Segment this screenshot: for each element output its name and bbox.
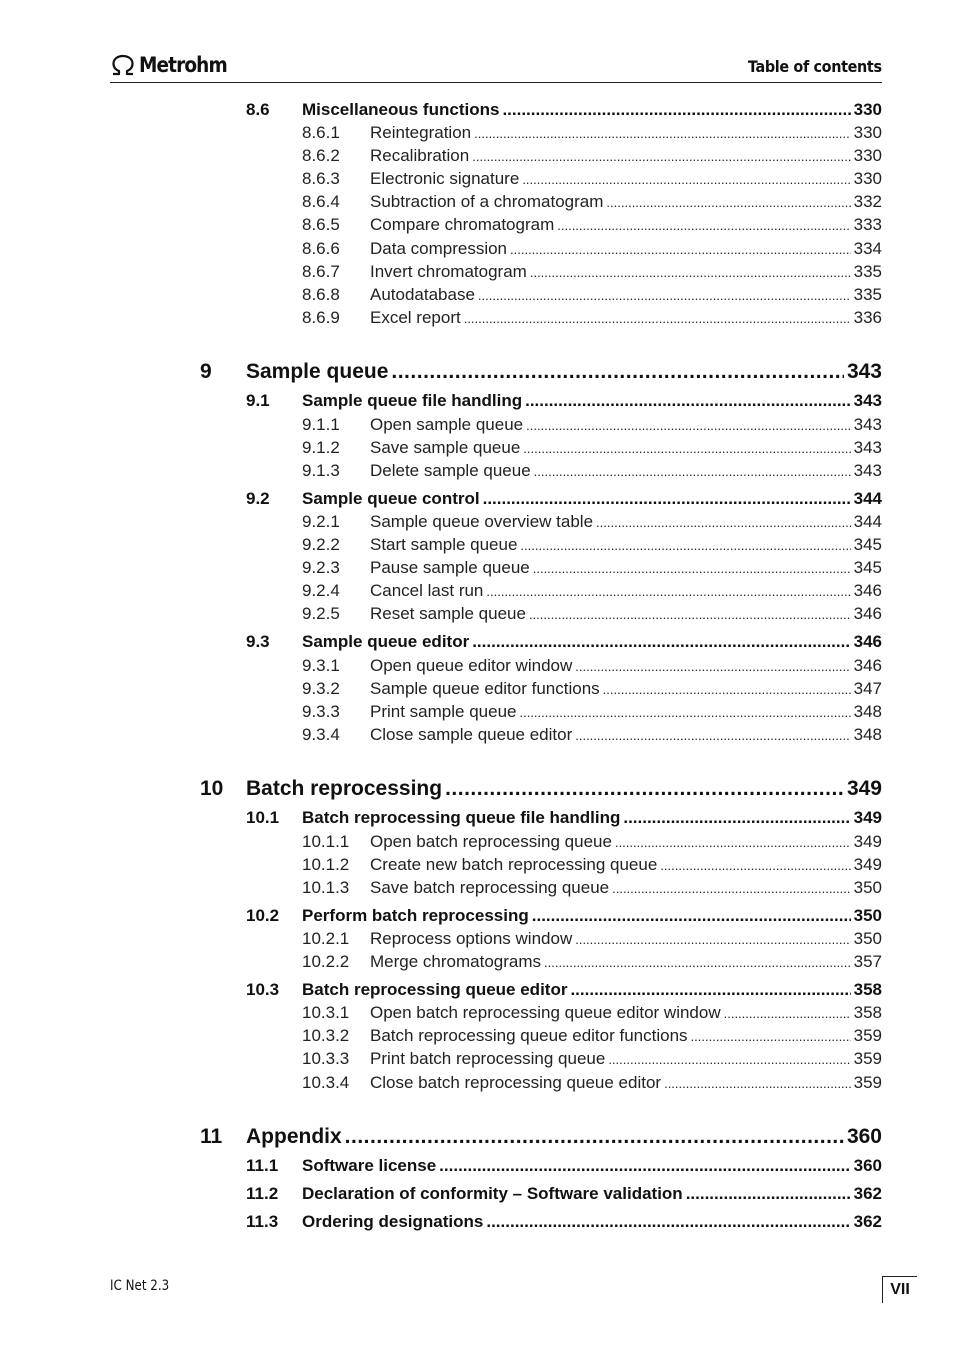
toc-title: Close sample queue editor	[370, 725, 573, 744]
toc-entry-chapter	[200, 1125, 882, 1149]
brand-logo	[110, 53, 239, 77]
toc-title: Excel report	[370, 308, 461, 327]
toc-title: Open batch reprocessing queue	[370, 832, 612, 851]
toc-page-number: 346	[853, 604, 882, 623]
toc-leader-dots	[520, 538, 850, 553]
toc-leader-dots	[570, 980, 850, 1000]
toc-number: 8.6.1	[302, 123, 340, 142]
toc-title: Close batch reprocessing queue editor	[370, 1073, 662, 1092]
toc-leader-dots	[612, 881, 851, 896]
toc-title: Create new batch reprocessing queue	[370, 855, 658, 874]
toc-title: Save sample queue	[370, 438, 521, 457]
toc-leader-dots	[664, 1076, 851, 1091]
toc-leader-dots	[525, 391, 851, 411]
toc-title: Open sample queue	[370, 415, 524, 434]
toc-number: 9.1	[246, 391, 270, 410]
toc-page-number: 362	[853, 1184, 882, 1203]
toc-page-number: 358	[853, 1003, 882, 1022]
toc-entry-sub	[302, 855, 882, 875]
toc-entry-sub	[302, 952, 882, 972]
toc-entry-sub	[302, 461, 882, 481]
toc-entry-sub	[302, 146, 882, 166]
toc-entry-sub	[302, 438, 882, 458]
toc-leader-dots	[615, 835, 851, 850]
toc-leader-dots	[603, 682, 851, 697]
toc-number: 8.6.5	[302, 215, 340, 234]
toc-number: 9.3.2	[302, 679, 340, 698]
toc-leader-dots	[445, 777, 844, 801]
toc-page-number: 357	[853, 952, 882, 971]
toc-number: 11	[200, 1125, 223, 1148]
toc-title: Sample queue editor functions	[370, 679, 600, 698]
toc-number: 9.2.3	[302, 558, 340, 577]
toc-title: Merge chromatograms	[370, 952, 542, 971]
toc-page-number: 359	[853, 1049, 882, 1068]
toc-leader-dots	[608, 1052, 850, 1067]
toc-number: 8.6.8	[302, 285, 340, 304]
toc-title: Save batch reprocessing queue	[370, 878, 610, 897]
toc-number: 9.1.1	[302, 415, 340, 434]
toc-number: 9.2.4	[302, 581, 340, 600]
toc-page-number: 344	[853, 512, 882, 531]
toc-page-number: 349	[853, 808, 882, 827]
toc-number: 10.3	[246, 980, 280, 999]
toc-number: 10.2	[246, 906, 280, 925]
toc-number: 9.3.4	[302, 725, 340, 744]
toc-title: Autodatabase	[370, 285, 475, 304]
toc-number: 11.3	[246, 1212, 279, 1231]
toc-entry-sub	[302, 702, 882, 722]
toc-leader-dots	[439, 1156, 850, 1176]
toc-entry-section	[246, 391, 882, 411]
toc-title: Sample queue overview table	[370, 512, 594, 531]
footer-product: IC Net 2.3	[110, 1278, 170, 1294]
toc-entry-sub	[302, 123, 882, 143]
toc-number: 8.6	[246, 100, 270, 119]
toc-page-number: 360	[846, 1125, 882, 1148]
toc-page-number: 345	[853, 535, 882, 554]
toc-page-number: 360	[853, 1156, 882, 1175]
toc-title: Print batch reprocessing queue	[370, 1049, 606, 1068]
toc-number: 10	[200, 777, 224, 800]
toc-leader-dots	[486, 584, 850, 599]
toc-leader-dots	[464, 311, 851, 326]
toc-page-number: 332	[853, 192, 882, 211]
toc-page-number: 345	[853, 558, 882, 577]
toc-entry-section	[246, 632, 882, 652]
toc-page-number: 349	[853, 855, 882, 874]
toc-page-number: 349	[846, 777, 882, 800]
page-header	[110, 50, 882, 83]
toc-number: 10.1.2	[302, 855, 350, 874]
toc-page-number: 358	[853, 980, 882, 999]
toc-number: 9.1.2	[302, 438, 340, 457]
toc-entry-sub	[302, 725, 882, 745]
toc-number: 9.3	[246, 632, 270, 651]
toc-number: 9.1.3	[302, 461, 340, 480]
toc-number: 8.6.3	[302, 169, 340, 188]
toc-leader-dots	[724, 1006, 851, 1021]
toc-entry-sub	[302, 604, 882, 624]
toc-page-number: 359	[853, 1026, 882, 1045]
toc-number: 10.3.3	[302, 1049, 350, 1068]
toc-entry-section	[246, 808, 882, 828]
toc-leader-dots	[478, 288, 851, 303]
toc-entry-sub	[302, 1073, 882, 1093]
toc-leader-dots	[345, 1125, 844, 1149]
toc-entry-sub	[302, 1026, 882, 1046]
toc-entry-sub	[302, 832, 882, 852]
toc-entry-sub	[302, 308, 882, 328]
toc-title: Print sample queue	[370, 702, 517, 721]
toc-entry-section	[246, 1156, 882, 1176]
toc-title: Cancel last run	[370, 581, 484, 600]
toc-entry-sub	[302, 929, 882, 949]
toc-leader-dots	[534, 464, 851, 479]
toc-title: Open batch reprocessing queue editor window	[370, 1003, 721, 1022]
toc-leader-dots	[519, 705, 850, 720]
toc-leader-dots	[686, 1184, 851, 1204]
toc-entry-section	[246, 489, 882, 509]
footer-page-number: VII	[882, 1276, 917, 1303]
toc-entry-section	[246, 100, 882, 120]
toc-title: Batch reprocessing queue editor	[302, 980, 568, 999]
toc-entry-section	[246, 1184, 882, 1204]
toc-page-number: 350	[853, 929, 882, 948]
toc-leader-dots	[474, 126, 851, 141]
toc-leader-dots	[660, 858, 850, 873]
toc-leader-dots	[502, 100, 850, 120]
toc-page-number: 335	[853, 285, 882, 304]
toc-leader-dots	[691, 1029, 851, 1044]
toc-entry-sub	[302, 215, 882, 235]
toc-entry-section	[246, 980, 882, 1000]
toc-leader-dots	[472, 149, 850, 164]
toc-number: 9.2.1	[302, 512, 340, 531]
toc-page-number: 343	[846, 360, 882, 383]
toc-number: 10.1.3	[302, 878, 350, 897]
toc-title: Ordering designations	[302, 1212, 484, 1231]
toc-number: 8.6.4	[302, 192, 340, 211]
toc-title: Recalibration	[370, 146, 470, 165]
toc-title: Compare chromatogram	[370, 215, 555, 234]
toc-number: 10.3.2	[302, 1026, 350, 1045]
toc-entry-sub	[302, 1003, 882, 1023]
toc-title: Electronic signature	[370, 169, 520, 188]
toc-number: 10.2.2	[302, 952, 350, 971]
toc-leader-dots	[606, 195, 850, 210]
toc-leader-dots	[391, 360, 844, 384]
toc-entry-sub	[302, 1049, 882, 1069]
toc-number: 10.3.1	[302, 1003, 350, 1022]
toc-page-number: 343	[853, 461, 882, 480]
toc-leader-dots	[575, 659, 850, 674]
toc-title: Invert chromatogram	[370, 262, 527, 281]
toc-leader-dots	[486, 1212, 850, 1232]
toc-page-number: 334	[853, 239, 882, 258]
toc-title: Sample queue	[246, 360, 389, 383]
toc-title: Open queue editor window	[370, 656, 573, 675]
header-title: Table of contents	[748, 57, 882, 76]
toc-leader-dots	[523, 441, 850, 456]
toc-entry-sub	[302, 512, 882, 532]
toc-title: Batch reprocessing queue editor functions	[370, 1026, 688, 1045]
toc-leader-dots	[532, 906, 851, 926]
toc-number: 10.3.4	[302, 1073, 350, 1092]
toc-entry-sub	[302, 656, 882, 676]
toc-page-number: 362	[853, 1212, 882, 1231]
toc-title: Delete sample queue	[370, 461, 531, 480]
toc-page-number: 343	[853, 415, 882, 434]
toc-number: 11.2	[246, 1184, 279, 1203]
toc-page-number: 335	[853, 262, 882, 281]
toc-title: Perform batch reprocessing	[302, 906, 529, 925]
toc-page-number: 348	[853, 725, 882, 744]
toc-number: 9.2.2	[302, 535, 340, 554]
toc-page-number: 348	[853, 702, 882, 721]
toc-leader-dots	[530, 265, 851, 280]
toc-title: Pause sample queue	[370, 558, 530, 577]
toc-leader-dots	[575, 932, 850, 947]
toc-number: 9.3.1	[302, 656, 340, 675]
toc-page-number: 330	[853, 146, 882, 165]
toc-entry-chapter	[200, 360, 882, 384]
toc-number: 11.1	[246, 1156, 279, 1175]
toc-number: 8.6.7	[302, 262, 340, 281]
toc-entry-sub	[302, 415, 882, 435]
toc-number: 9.3.3	[302, 702, 340, 721]
toc-page-number: 359	[853, 1073, 882, 1092]
toc-number: 8.6.6	[302, 239, 340, 258]
toc-entry-sub	[302, 581, 882, 601]
toc-leader-dots	[510, 242, 851, 257]
toc-title: Subtraction of a chromatogram	[370, 192, 604, 211]
toc-title: Reset sample queue	[370, 604, 526, 623]
toc-title: Reintegration	[370, 123, 472, 142]
toc-leader-dots	[557, 218, 850, 233]
toc-page-number: 330	[853, 123, 882, 142]
toc-title: Start sample queue	[370, 535, 518, 554]
toc-title: Batch reprocessing queue file handling	[302, 808, 621, 827]
toc-entry-sub	[302, 239, 882, 259]
toc-entry-sub	[302, 262, 882, 282]
toc-entry-sub	[302, 192, 882, 212]
toc-page-number: 333	[853, 215, 882, 234]
toc-title: Software license	[302, 1156, 437, 1175]
toc-page-number: 346	[853, 656, 882, 675]
toc-number: 9	[200, 360, 212, 383]
toc-page-number: 350	[853, 878, 882, 897]
toc-entry-section	[246, 906, 882, 926]
toc-number: 9.2	[246, 489, 270, 508]
toc-page-number: 350	[853, 906, 882, 925]
omega-icon	[110, 54, 136, 76]
toc-leader-dots	[544, 955, 851, 970]
toc-leader-dots	[526, 418, 851, 433]
toc-page-number: 346	[853, 632, 882, 651]
toc-entry-sub	[302, 285, 882, 305]
toc-leader-dots	[472, 632, 850, 652]
toc-page-number: 343	[853, 438, 882, 457]
toc-leader-dots	[483, 489, 851, 509]
toc-entry-sub	[302, 535, 882, 555]
toc-title: Sample queue editor	[302, 632, 470, 651]
toc-page-number: 330	[853, 100, 882, 119]
toc-page-number: 336	[853, 308, 882, 327]
toc-number: 8.6.9	[302, 308, 340, 327]
toc-title: Sample queue file handling	[302, 391, 523, 410]
toc-leader-dots	[596, 515, 851, 530]
toc-title: Batch reprocessing	[246, 777, 443, 800]
toc-leader-dots	[575, 728, 850, 743]
toc-entry-sub	[302, 169, 882, 189]
toc-leader-dots	[533, 561, 851, 576]
toc-page-number: 330	[853, 169, 882, 188]
toc-number: 9.2.5	[302, 604, 340, 623]
toc-number: 10.1	[246, 808, 280, 827]
toc-page-number: 343	[853, 391, 882, 410]
toc-title: Reprocess options window	[370, 929, 573, 948]
toc-leader-dots	[529, 607, 851, 622]
toc-title: Data compression	[370, 239, 508, 258]
toc-page-number: 344	[853, 489, 882, 508]
toc-page-number: 349	[853, 832, 882, 851]
toc-entry-sub	[302, 878, 882, 898]
toc-entry-sub	[302, 679, 882, 699]
toc-entry-chapter	[200, 777, 882, 801]
toc-leader-dots	[623, 808, 850, 828]
toc-number: 10.1.1	[302, 832, 350, 851]
toc-title: Sample queue control	[302, 489, 480, 508]
toc-entry-section	[246, 1212, 882, 1232]
toc-leader-dots	[522, 172, 850, 187]
brand-name: Metrohm	[139, 53, 227, 77]
toc-page-number: 347	[853, 679, 882, 698]
toc-number: 8.6.2	[302, 146, 340, 165]
toc-title: Appendix	[246, 1125, 342, 1148]
toc-title: Declaration of conformity – Software validation	[302, 1184, 683, 1203]
toc-page-number: 346	[853, 581, 882, 600]
toc-number: 10.2.1	[302, 929, 350, 948]
toc-title: Miscellaneous functions	[302, 100, 500, 119]
toc-entry-sub	[302, 558, 882, 578]
